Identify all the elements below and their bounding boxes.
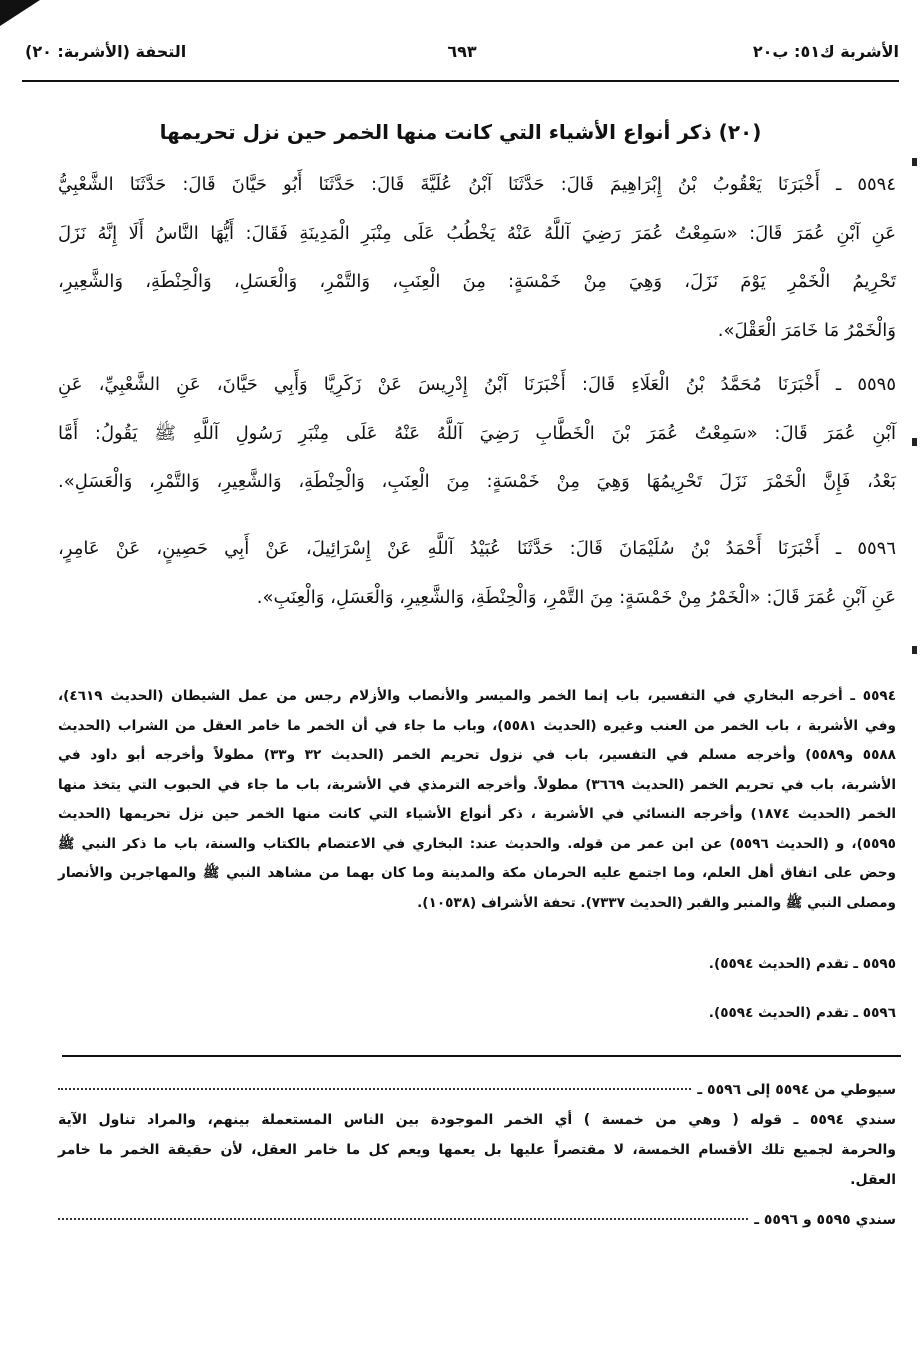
scan-mark <box>912 438 917 446</box>
text-line: ٥٥٩٦ ـ أَخْبَرَنَا أَحْمَدُ بْنُ سُلَيْمَانَ قَالَ: حَدَّثَنَا عُبَيْدُ آللَّهِ عَنْ إِسْرَائِيلَ، عَنْ أَبِي حَصِينٍ، عَنْ عَامِرٍ، <box>58 538 896 559</box>
hadith-5594 <box>58 170 896 364</box>
commentary <box>58 1080 896 1240</box>
suyuti-heading-row <box>58 1080 896 1110</box>
text-line: ٥٥٩٤ ـ أَخْبَرَنَا يَعْقُوبُ بْنُ إِبْرَاهِيمَ قَالَ: حَدَّثَنَا آبْنُ عُلَيَّةَ قَالَ: حَدَّثَنَا أَبُو حَيَّانَ قَالَ: حَدَّثَنَا الشَّعْبِيُّ <box>58 174 896 195</box>
commentary-line: والحرمة لجميع تلك الأقسام الخمسة، لا مقتصراً عليها بل يعمها ويعم كل ما خامر العقل، لأن حقيقة الخمر ما خامر <box>58 1142 896 1158</box>
text-line: تَحْرِيمُ الْخَمْرِ يَوْمَ نَزَلَ، وَهِيَ مِنْ خَمْسَةٍ: مِنَ الْعِنَبِ، وَالتَّمْرِ، وَالْعَسَلِ، وَالْحِنْطَةِ، وَالشَّعِيرِ، <box>58 271 896 292</box>
header-rule <box>22 80 899 82</box>
text-line: عَنِ آبْنِ عُمَرَ قَالَ: «سَمِعْتُ عُمَرَ رَضِيَ آللَّهُ عَنْهُ يَخْطُبُ عَلَى مِنْبَرِ الْمَدِينَةِ فَقَالَ: أَيُّهَا النَّاسُ أَلَا إِنَّهُ نَزَلَ <box>58 222 896 244</box>
scan-mark <box>912 158 917 166</box>
text-line: عَنِ آبْنِ عُمَرَ قَالَ: «الْخَمْرُ مِنْ خَمْسَةٍ: مِنَ التَّمْرِ، وَالْحِنْطَةِ، وَالشَّعِيرِ، وَالْعَسَلِ، وَالْعِنَبِ». <box>256 586 896 608</box>
hadith-5596 <box>58 534 896 631</box>
page-number: ٦٩٣ <box>447 42 477 61</box>
footnote-line: وفي الأشربة ، باب الخمر من العنب وغيره (الحديث ٥٥٨١)، وباب ما جاء في أن الخمر ما خامر العقل من الشراب (الحديث <box>58 717 896 734</box>
text-line: وَالْخَمْرُ مَا خَامَرَ الْعَقْلَ». <box>717 319 896 341</box>
header-chapter: الأشربة ك٥١: ب٢٠ <box>752 42 899 61</box>
dotted-leader <box>58 1218 748 1220</box>
running-header <box>25 42 899 72</box>
footnote-line: ٥٥٨٨ و٥٥٨٩) وأخرجه مسلم في التفسير، باب في نزول تحريم الخمر (الحديث ٣٢ و٣٣) مطولاً وأخرجه أبو داود في <box>58 747 896 763</box>
footnote-line: الخمر (الحديث ١٨٧٤) وأخرجه النسائي في الأشربة ، ذكر أنواع الأشياء التي كانت منها الخمر حين نزل تحريمها (الحديث <box>58 806 896 822</box>
header-reference: التحفة (الأشربة: ٢٠) <box>25 42 187 61</box>
text-line: ٥٥٩٥ ـ أَخْبَرَنَا مُحَمَّدُ بْنُ الْعَلَاءِ قَالَ: أَخْبَرَنَا آبْنُ إِدْرِيسَ عَنْ زَكَرِيَّا وَأَبِي حَيَّانَ، عَنِ الشَّعْبِيِّ، عَنِ <box>58 374 896 395</box>
footnote-line: ٥٥٩٦ ـ تقدم (الحديث ٥٥٩٤). <box>708 1005 896 1021</box>
text-line: آبْنِ عُمَرَ قَالَ: «سَمِعْتُ عُمَرَ بْنَ الْخَطَّابِ رَضِيَ آللَّهُ عَنْهُ عَلَى مِنْبَرِ رَسُولِ آللَّهِ ﷺ يَقُولُ: أَمَّا <box>58 422 896 444</box>
footnote-5596 <box>58 1003 896 1033</box>
footnote-5595 <box>58 954 896 984</box>
footnote-line: ٥٥٩٤ ـ أخرجه البخاري في التفسير، باب إنما الخمر والميسر والأنصاب والأزلام رجس من عمل الشيطان (الحديث ٤٦١٩)، <box>58 688 896 704</box>
footnote-line: ٥٥٩٥)، و (الحديث ٥٥٩٦) عن ابن عمر من قوله. والحديث عند: البخاري في الاعتصام بالكتاب والسنة، باب ما ذكر النبي ﷺ <box>58 835 896 852</box>
chapter-title: (٢٠) ذكر أنواع الأشياء التي كانت منها الخمر حين نزل تحريمها <box>159 120 762 144</box>
footnote-line: وحض على اتفاق أهل العلم، وما اجتمع عليه الحرمان مكة والمدينة وما كان بهما من مشاهد النبي ﷺ والمهاجرين والأنصار <box>58 865 896 881</box>
sindi-heading: سندي ٥٥٩٥ و ٥٥٩٦ ـ <box>754 1212 896 1228</box>
scan-mark <box>912 646 917 654</box>
commentary-line: سندي ٥٥٩٤ ـ قوله ( وهي من خمسة ) أي الخمر الموجودة بين الناس المستعملة بينهم، والمراد تناول الآية <box>58 1112 896 1128</box>
sindi-heading-row <box>58 1210 896 1240</box>
footnote-line: ٥٥٩٥ ـ تقدم (الحديث ٥٥٩٤). <box>708 956 896 972</box>
footnote-5594 <box>58 686 896 922</box>
suyuti-heading: سيوطي من ٥٥٩٤ إلى ٥٥٩٦ ـ <box>697 1082 896 1098</box>
footnote-line: الأشربة، باب في تحريم الخمر (الحديث ٣٦٦٩) مطولاً. وأخرجه الترمذي في الأشربة، باب ما جاء في الحبوب التي يتخذ منها <box>58 776 896 793</box>
footnote-line: ومصلى النبي ﷺ والمنبر والقبر (الحديث ٧٣٣٧). تحفة الأشراف (١٠٥٣٨). <box>417 894 896 911</box>
commentary-rule <box>62 1055 901 1057</box>
commentary-line: العقل. <box>850 1172 896 1188</box>
hadith-5595 <box>58 370 896 516</box>
scan-corner-mark <box>0 0 40 26</box>
dotted-leader <box>58 1088 691 1090</box>
text-line: بَعْدُ، فَإِنَّ الْخَمْرَ نَزَلَ تَحْرِيمُهَا وَهِيَ مِنْ خَمْسَةٍ: مِنَ الْعِنَبِ، وَالْحِنْطَةِ، وَالشَّعِيرِ، وَالتَّمْرِ، وَالْعَسَلِ». <box>58 471 896 492</box>
